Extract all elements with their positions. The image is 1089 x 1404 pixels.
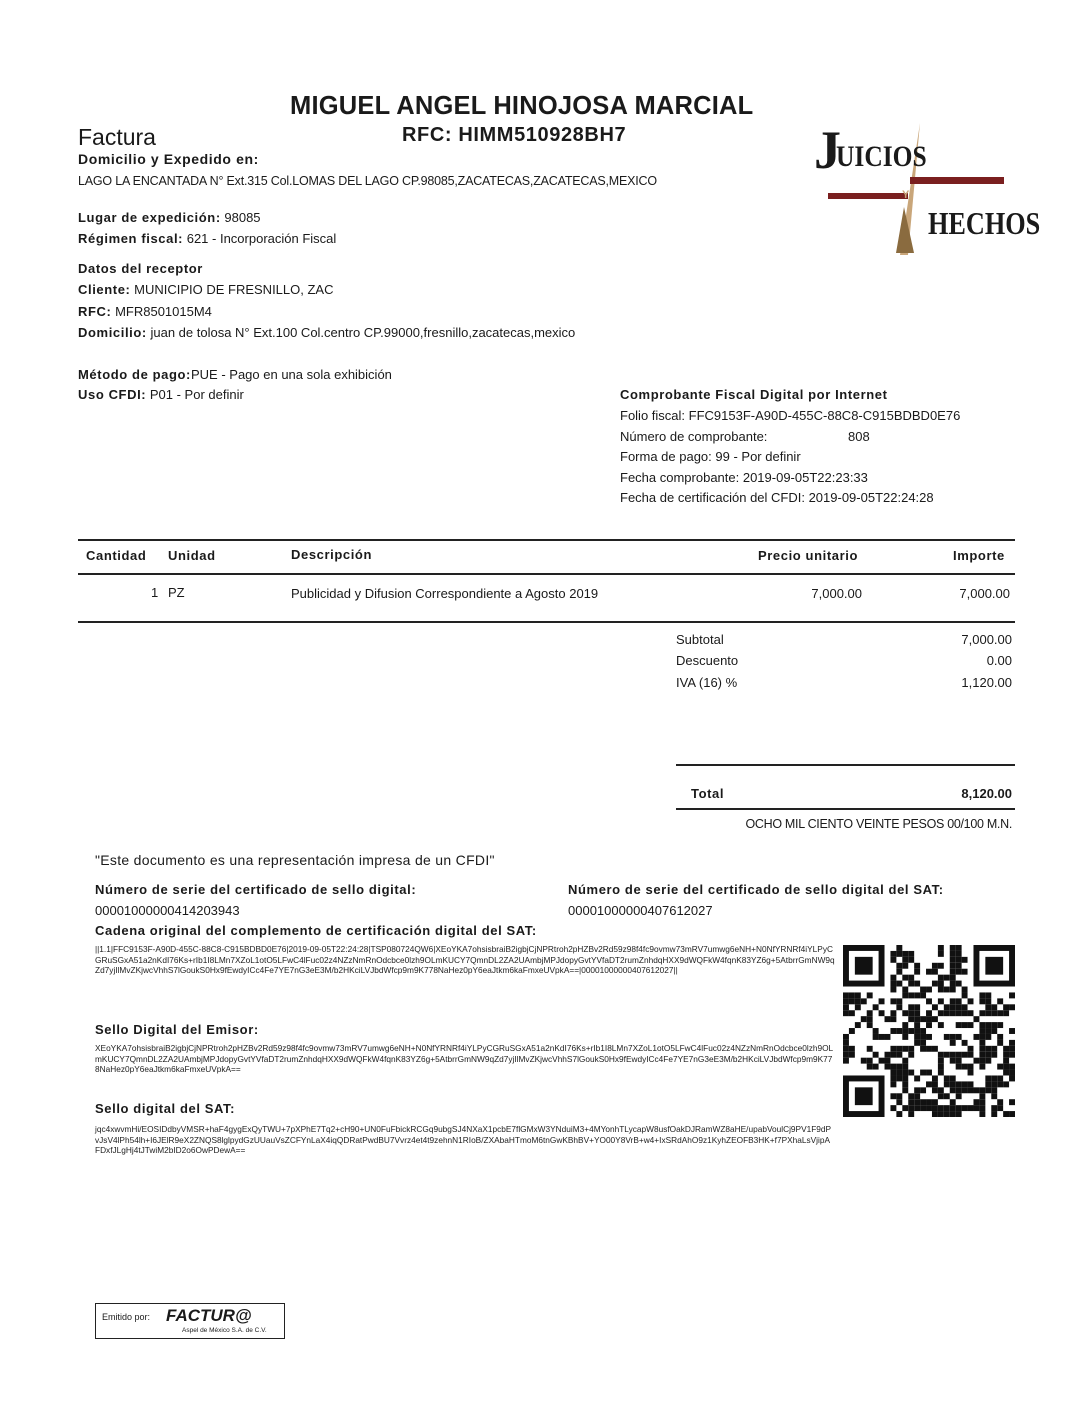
regimen-label: Régimen fiscal:	[78, 231, 184, 246]
col-precio-unitario: Precio unitario	[758, 548, 859, 563]
sello-sat-text: jqc4xwvmHi/EOSIDdbyVMSR+haF4gygExQyTWU+7pXPhE7Tq2+cH90+UN0FuFbickRCGq9ubgSJ4NXaX1pcbE7flGMxW3YNduiM3+4MYonhTLycapW8usfOakDJRamWZ8aHE/upabVoulCj9PV1F9dPvJsV4lPh54lh+I6JElR9eX2ZNQS8lglpydGzUUauVsZCFYnLaX4iqQDRatPwdBU7Vvrz4et4t9zehnN1RIoB/ZXAbaHTmoM6tnGwKBhBV+YO00Y8VrB+w4+IxSRdAhO9z1KyhZEOFB3HK+f7PXhaLsVjipAFDxfJLgHj4tJTwiM2bID2o6OwPDewA==	[95, 1124, 832, 1155]
receptor-domicilio	[78, 325, 575, 340]
issuer-domicilio: LAGO LA ENCANTADA N° Ext.315 Col.LOMAS DEL LAGO CP.98085,ZACATECAS,ZACATECAS,MEXICO	[78, 174, 657, 188]
logo-graphic	[812, 115, 1017, 265]
cadena-original-text: ||1.1|FFC9153F-A90D-455C-88C8-C915BDBD0E76|2019-09-05T22:24:28|TSP080724QW6|XEoYKA7ohsisbraiB2igbjCjNPRtroh2pHZBv2Rd59z98f4fc9ovmw73mRV7umwg6eNH+N0NfYRNRf4iYLPyCGRuSGxA51a2nKdI76Ks+rIb1I8LMn7XZoL1otO5LFwC4lFuc02z4NZzNmRnOdcbce0lzh9OLmKUCY7QmnDL2ZA2UAmbjMPJdopyGvtYVfaDT2rumZnhdqHXX9dWQFkW4fqnK83YZ6g+5AtbrrGmNW9qZd7yjIlMvZKjwcVhhS7lGoukS0Hx9fEwdyICc4Fe7YE7nG3eE3M/b2HKciLVJbdWfcp9m9K778NaHez0pY6eaJtkm6kaFmxeUVpkA==|00001000000407612027||	[95, 944, 835, 975]
stamp-sub: Aspel de México S.A. de C.V.	[182, 1327, 267, 1334]
row-importe: 7,000.00	[959, 586, 1010, 601]
regimen-value: 621 - Incorporación Fiscal	[186, 231, 337, 246]
col-importe: Importe	[953, 548, 1005, 563]
facture-stamp	[95, 1303, 285, 1339]
stamp-brand: FACTUR@	[166, 1306, 252, 1325]
document-type: Factura	[78, 124, 156, 150]
lugar-expedicion	[78, 210, 261, 225]
sello-emisor-label: Sello Digital del Emisor:	[95, 1022, 259, 1037]
descuento-value: 0.00	[986, 653, 1012, 668]
iva-label: IVA (16) %	[676, 675, 738, 690]
col-cantidad: Cantidad	[86, 548, 147, 563]
serie-emisor-value: 00001000000414203943	[95, 903, 240, 918]
issuer-rfc	[402, 124, 626, 147]
uso-value: P01 - Por definir	[149, 387, 244, 402]
descuento-label: Descuento	[676, 653, 739, 668]
metodo-label: Método de pago:	[78, 367, 191, 382]
serie-emisor-label: Número de serie del certificado de sello digital:	[95, 882, 417, 897]
sello-sat-label: Sello digital del SAT:	[95, 1101, 236, 1116]
cfdi-numero-label: Número de comprobante:	[620, 429, 768, 444]
serie-sat-value: 00001000000407612027	[568, 903, 713, 918]
cfdi-numero: 808	[848, 429, 870, 444]
total-value: 8,120.00	[961, 786, 1012, 801]
cliente-label: Cliente:	[78, 282, 131, 297]
receptor-domicilio-value: juan de tolosa N° Ext.100 Col.centro CP.99000,fresnillo,zacatecas,mexico	[150, 325, 576, 340]
issuer-name: MIGUEL ANGEL HINOJOSA MARCIAL	[290, 92, 754, 120]
cfdi-fecha-comprobante: Fecha comprobante: 2019-09-05T22:23:33	[620, 470, 868, 485]
qr-code-icon	[843, 945, 1015, 1117]
issuer-rfc-label: RFC:	[402, 124, 453, 146]
receptor-rfc	[78, 304, 212, 319]
receptor-heading: Datos del receptor	[78, 261, 203, 276]
logo-bottom-word: HECHOS	[928, 205, 1041, 241]
domicilio-label: Domicilio y Expedido en:	[78, 151, 259, 167]
total-en-letra: OCHO MIL CIENTO VEINTE PESOS 00/100 M.N.	[745, 817, 1012, 831]
cfdi-heading: Comprobante Fiscal Digital por Internet	[620, 387, 888, 402]
table-bottom-rule	[78, 621, 1015, 623]
table-top-rule	[78, 539, 1015, 541]
sello-emisor-text: XEoYKA7ohsisbraiB2igbjCjNPRtroh2pHZBv2Rd59z98f4fc9ovmw73mRV7umwg6eNH+N0NfYRNRf4iYLPyCGRuSGxA51a2nKdI76Ks+rIb1I8LMn7XZoL1otO5LFwC4lFuc02z4NZzNmRnOdcbce0lzh9OLmKUCY7QmnDL2ZA2UAmbjMPJdopyGvtYVfaDT2rumZnhdqHXX9dWQFkW4fqnK83YZ6g+5AtbrrGmNW9qZd7yjIlMvZKjwcVhhS7lGoukS0Hx9fEwdyICc4Fe7YE7nG3eE3M/b2HKciLVJbdWfcp9m9K778NaHez0pY6eaJtkm6kaFmxeUVpkA==	[95, 1043, 834, 1074]
juicios-hechos-logo	[812, 115, 1041, 265]
subtotal-label: Subtotal	[676, 632, 724, 647]
cfdi-representation-note: "Este documento es una representación impresa de un CFDI"	[95, 852, 495, 868]
uso-cfdi	[78, 387, 244, 402]
stamp-emitido: Emitido por:	[102, 1312, 151, 1322]
metodo-pago	[78, 367, 392, 382]
receptor-rfc-label: RFC:	[78, 304, 112, 319]
receptor-cliente	[78, 282, 333, 297]
logo-j: J	[814, 120, 841, 180]
subtotal-value: 7,000.00	[961, 632, 1012, 647]
lugar-value: 98085	[224, 210, 261, 225]
cliente-value: MUNICIPIO DE FRESNILLO, ZAC	[134, 282, 334, 297]
iva-value: 1,120.00	[961, 675, 1012, 690]
col-descripcion: Descripción	[291, 547, 373, 562]
lugar-label: Lugar de expedición:	[78, 210, 221, 225]
total-label: Total	[691, 786, 725, 801]
cfdi-forma-pago: Forma de pago: 99 - Por definir	[620, 449, 801, 464]
row-precio: 7,000.00	[811, 586, 862, 601]
table-header-rule	[78, 573, 1015, 575]
row-descripcion: Publicidad y Difusion Correspondiente a Agosto 2019	[291, 586, 599, 601]
col-unidad: Unidad	[168, 548, 216, 563]
logo-top-word: UICIOS	[836, 140, 927, 173]
row-cantidad: 1	[151, 585, 159, 600]
logo-middle: Y	[902, 189, 910, 201]
cadena-original-label: Cadena original del complemento de certificación digital del SAT:	[95, 923, 537, 938]
regimen-fiscal	[78, 231, 336, 246]
receptor-rfc-value: MFR8501015M4	[115, 304, 212, 319]
receptor-domicilio-label: Domicilio:	[78, 325, 147, 340]
total-top-rule	[676, 764, 1015, 766]
cfdi-fecha-certificacion: Fecha de certificación del CFDI: 2019-09-05T22:24:28	[620, 490, 934, 505]
row-unidad: PZ	[168, 585, 185, 600]
uso-label: Uso CFDI:	[78, 387, 147, 402]
issuer-rfc-value: HIMM510928BH7	[458, 124, 627, 146]
cfdi-folio: Folio fiscal: FFC9153F-A90D-455C-88C8-C915BDBD0E76	[620, 408, 961, 423]
total-bottom-rule	[676, 808, 1015, 810]
serie-sat-label: Número de serie del certificado de sello digital del SAT:	[568, 882, 944, 897]
metodo-value: PUE - Pago en una sola exhibición	[191, 367, 392, 382]
